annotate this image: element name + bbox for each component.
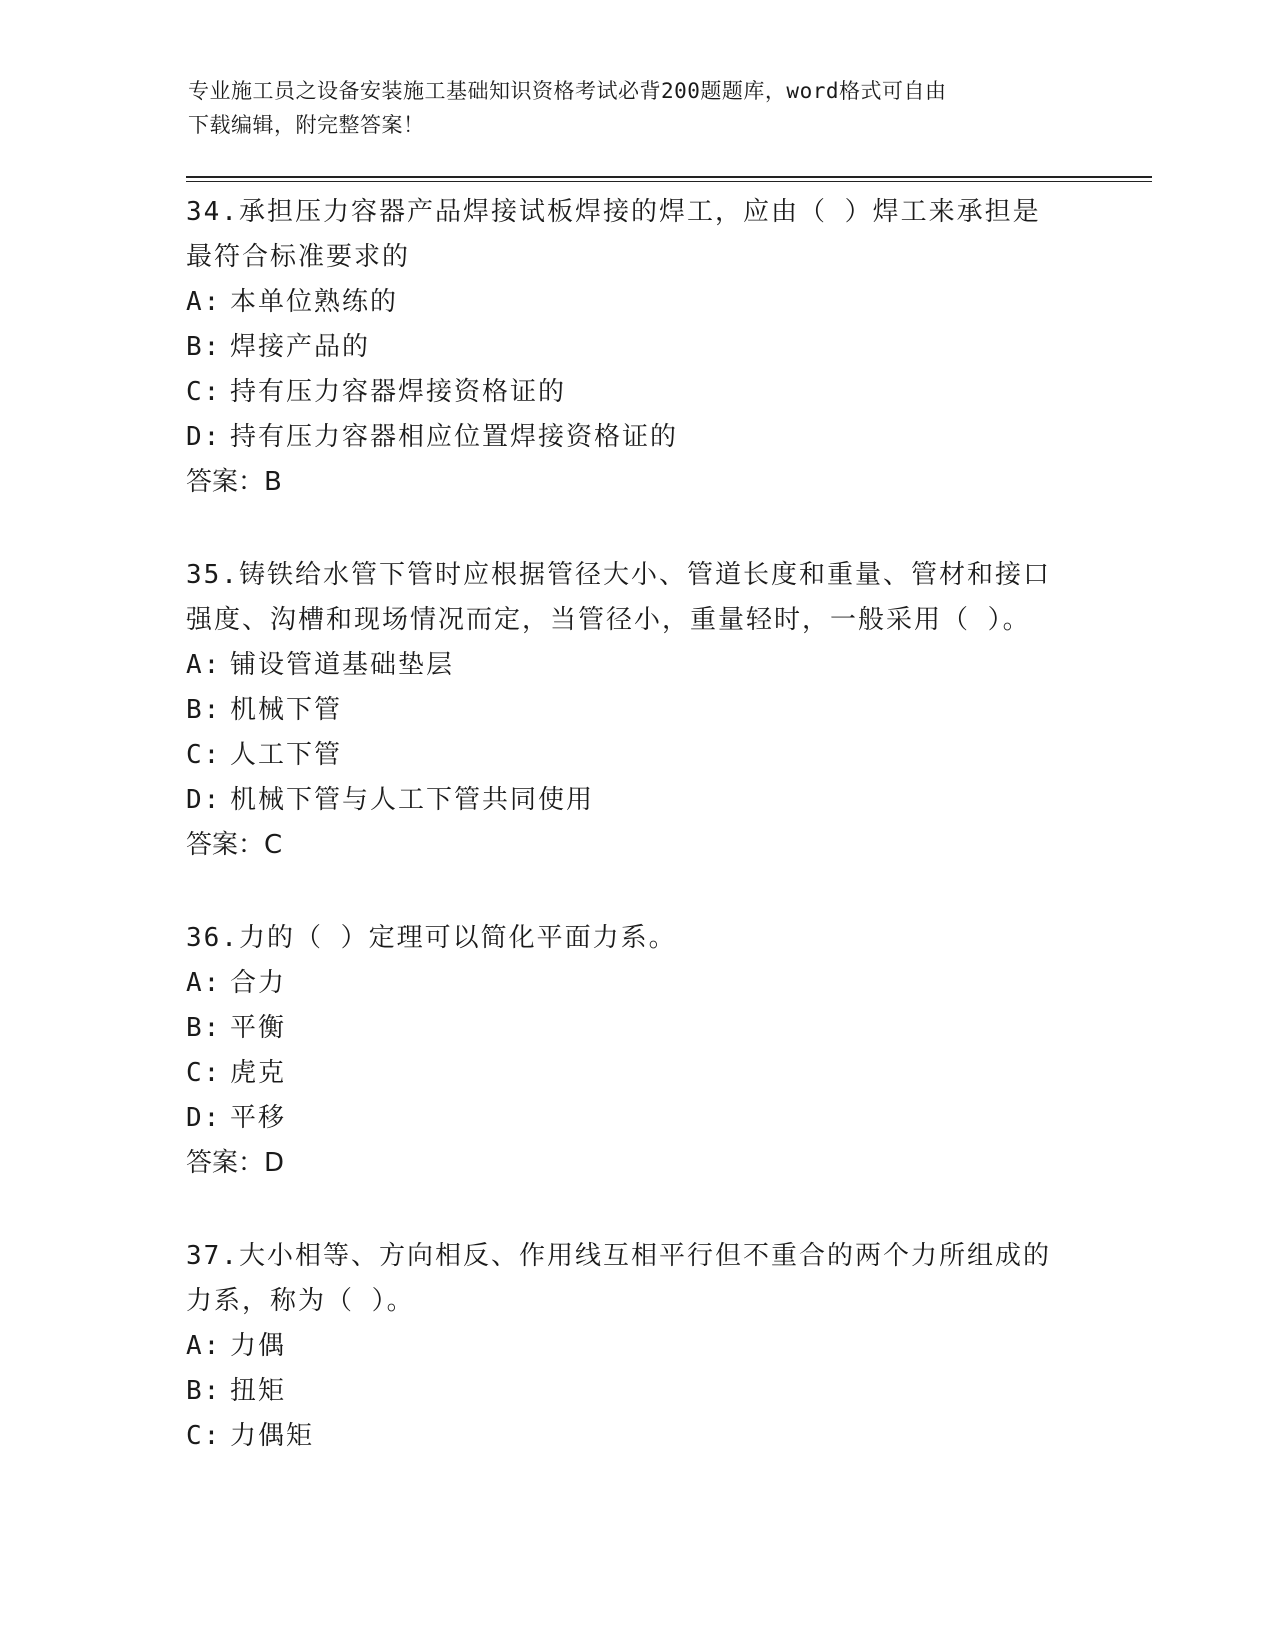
option-label: A: (186, 650, 222, 680)
header-title-line-2: 下载编辑，附完整答案！ (188, 113, 425, 137)
question-text-line-1: 37.大小相等、方向相反、作用线互相平行但不重合的两个力所组成的 (186, 1241, 1051, 1271)
question-text-line-2: 强度、沟槽和现场情况而定，当管径小，重量轻时，一般采用（ ）。 (186, 605, 1031, 635)
option-a (186, 643, 1086, 688)
option-c (186, 733, 1086, 778)
question-37 (186, 1234, 1086, 1459)
option-text: 平衡 (230, 1013, 287, 1043)
option-text: 本单位熟练的 (230, 287, 399, 317)
option-text: 持有压力容器焊接资格证的 (230, 377, 567, 407)
option-label: B: (186, 1013, 222, 1043)
option-b (186, 688, 1086, 733)
question-text-line-2: 力系，称为（ ）。 (186, 1286, 415, 1316)
option-text: 扭矩 (230, 1376, 287, 1406)
question-text-line-1: 36.力的（ ）定理可以简化平面力系。 (186, 923, 677, 953)
option-label: C: (186, 740, 222, 770)
option-text: 力偶矩 (230, 1421, 315, 1451)
option-a (186, 961, 1086, 1006)
question-text-line-1: 34.承担压力容器产品焊接试板焊接的焊工，应由（ ）焊工来承担是 (186, 197, 1041, 227)
option-a (186, 1324, 1086, 1369)
option-label: C: (186, 1058, 222, 1088)
option-label: C: (186, 377, 222, 407)
option-label: A: (186, 1331, 222, 1361)
option-text: 焊接产品的 (230, 332, 371, 362)
header-divider-thin (186, 181, 1152, 182)
option-text: 铺设管道基础垫层 (230, 650, 455, 680)
option-text: 人工下管 (230, 740, 343, 770)
answer: 答案：D (186, 1148, 285, 1178)
option-d (186, 415, 1086, 460)
answer: 答案：C (186, 830, 283, 860)
option-text: 机械下管 (230, 695, 343, 725)
option-text: 机械下管与人工下管共同使用 (230, 785, 595, 815)
question-36 (186, 916, 1086, 1186)
option-label: D: (186, 422, 222, 452)
option-text: 合力 (230, 968, 287, 998)
option-label: D: (186, 785, 222, 815)
option-a (186, 280, 1086, 325)
option-c (186, 1414, 1086, 1459)
question-list (186, 190, 1086, 1507)
option-d (186, 1096, 1086, 1141)
option-label: B: (186, 332, 222, 362)
option-label: C: (186, 1421, 222, 1451)
option-text: 力偶 (230, 1331, 287, 1361)
option-text: 平移 (230, 1103, 287, 1133)
option-label: A: (186, 968, 222, 998)
option-label: B: (186, 695, 222, 725)
question-text-line-2: 最符合标准要求的 (186, 242, 411, 272)
header-divider-thick (186, 176, 1152, 178)
question-34 (186, 190, 1086, 505)
question-text-line-1: 35.铸铁给水管下管时应根据管径大小、管道长度和重量、管材和接口 (186, 560, 1051, 590)
option-d (186, 778, 1086, 823)
option-b (186, 1369, 1086, 1414)
option-text: 持有压力容器相应位置焊接资格证的 (230, 422, 679, 452)
header-title-line-1: 专业施工员之设备安装施工基础知识资格考试必背200题题库，word格式可自由 (188, 79, 947, 103)
option-label: B: (186, 1376, 222, 1406)
option-c (186, 370, 1086, 415)
option-text: 虎克 (230, 1058, 287, 1088)
option-b (186, 325, 1086, 370)
option-label: D: (186, 1103, 222, 1133)
answer: 答案：B (186, 467, 282, 497)
document-header (188, 74, 1088, 142)
option-label: A: (186, 287, 222, 317)
option-b (186, 1006, 1086, 1051)
question-35 (186, 553, 1086, 868)
option-c (186, 1051, 1086, 1096)
